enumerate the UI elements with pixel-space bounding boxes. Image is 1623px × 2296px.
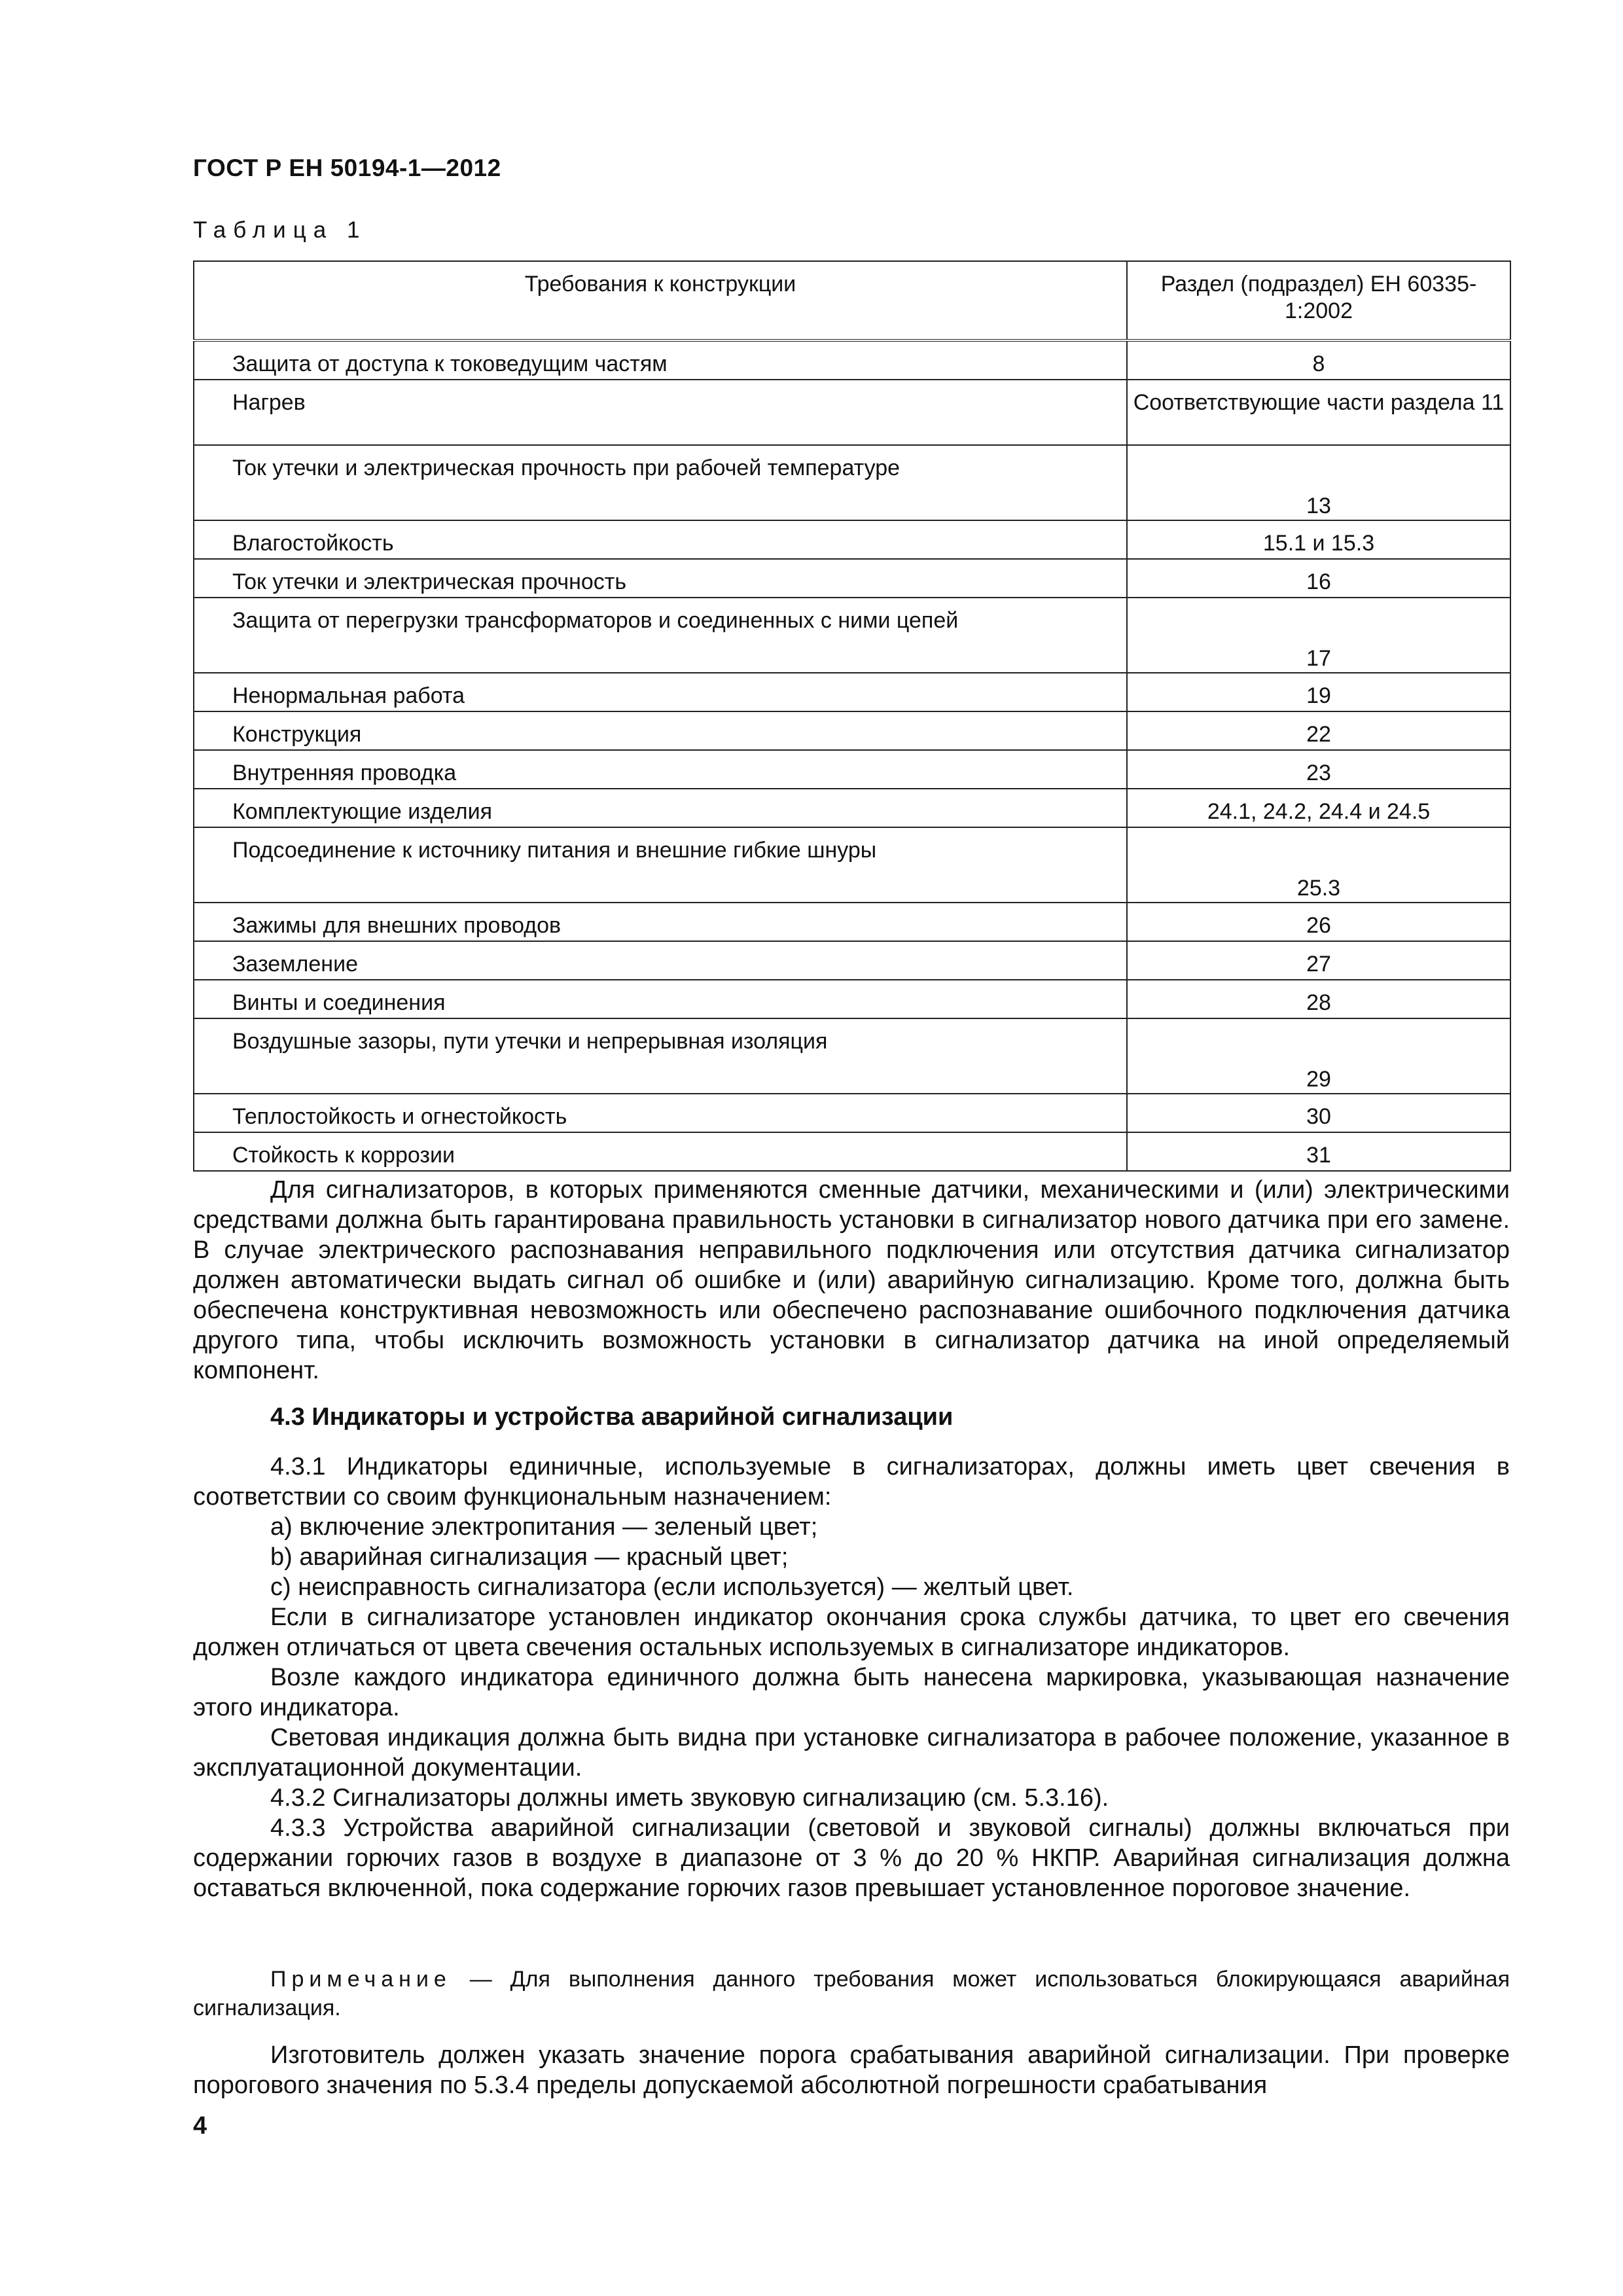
note-label: Примечание (270, 1967, 452, 1992)
requirement-cell: Конструкция (194, 711, 1127, 750)
body-paragraph: Возле каждого индикатора единичного должна быть нанесена маркировка, указывающая назначение этого индикатора. (193, 1664, 1510, 1721)
requirement-cell: Воздушные зазоры, пути утечки и непрерывная изоляция (194, 1018, 1127, 1094)
section-ref-cell: 8 (1127, 340, 1510, 380)
section-ref-cell: Соответствующие части раздела 11 (1127, 380, 1510, 445)
table-row (194, 673, 1510, 711)
section-ref-cell: 26 (1127, 903, 1510, 941)
table-row (194, 903, 1510, 941)
table-row (194, 445, 1510, 520)
table-row (194, 1094, 1510, 1132)
document-header: ГОСТ Р ЕН 50194-1—2012 (193, 154, 501, 181)
body-paragraph: Изготовитель должен указать значение порога срабатывания аварийной сигнализации. При проверке порогового значения по 5.3.4 пределы допускаемой абсолютной погрешности срабатывания (193, 2041, 1510, 2099)
list-item: a) включение электропитания — зеленый цвет; (270, 1513, 818, 1541)
table-row (194, 340, 1510, 380)
body-paragraph: Световая индикация должна быть видна при установке сигнализатора в рабочее положение, указанное в эксплуатационной документации. (193, 1724, 1510, 1782)
body-paragraph: Если в сигнализаторе установлен индикатор окончания срока службы датчика, то цвет его свечения должен отличаться от цвета свечения остальных используемых в сигнализаторе индикаторов. (193, 1604, 1510, 1661)
section-ref-cell: 29 (1127, 1018, 1510, 1094)
requirement-cell: Теплостойкость и огнестойкость (194, 1094, 1127, 1132)
body-paragraph: 4.3.2 Сигнализаторы должны иметь звуковую сигнализацию (см. 5.3.16). (270, 1784, 1109, 1812)
sensor-replacement-paragraph-block (193, 1175, 1510, 1386)
section-4-3-body (193, 1452, 1510, 1903)
table-row (194, 789, 1510, 827)
section-ref-cell: 25.3 (1127, 827, 1510, 903)
table-row (194, 711, 1510, 750)
section-title: 4.3 Индикаторы и устройства аварийной сигнализации (270, 1403, 954, 1431)
final-paragraph-block (193, 2040, 1510, 2100)
column-header-requirements: Требования к конструкции (194, 261, 1127, 340)
section-ref-cell: 31 (1127, 1132, 1510, 1171)
body-paragraph: 4.3.1 Индикаторы единичные, используемые в сигнализаторах, должны иметь цвет свечения в соответствии со своим функциональным назначением: (193, 1453, 1510, 1511)
requirement-cell: Заземление (194, 941, 1127, 980)
table-row (194, 598, 1510, 673)
requirement-cell: Винты и соединения (194, 980, 1127, 1018)
requirement-cell: Ненормальная работа (194, 673, 1127, 711)
table-header-row (194, 261, 1510, 340)
table-row (194, 520, 1510, 559)
page-number: 4 (193, 2112, 207, 2140)
requirement-cell: Стойкость к коррозии (194, 1132, 1127, 1171)
section-ref-cell: 16 (1127, 559, 1510, 598)
column-header-section: Раздел (подраздел) ЕН 60335-1:2002 (1127, 261, 1510, 340)
section-ref-cell: 28 (1127, 980, 1510, 1018)
requirement-cell: Подсоединение к источнику питания и внешние гибкие шнуры (194, 827, 1127, 903)
table-caption: Таблица 1 (193, 217, 367, 243)
section-ref-cell: 30 (1127, 1094, 1510, 1132)
requirement-cell: Защита от перегрузки трансформаторов и соединенных с ними цепей (194, 598, 1127, 673)
requirement-cell: Внутренняя проводка (194, 750, 1127, 789)
table-row (194, 380, 1510, 445)
table-row (194, 559, 1510, 598)
body-paragraph: Для сигнализаторов, в которых применяются сменные датчики, механическими и (или) электрическими средствами должна быть гарантирована правильность установки в сигнализатор нового датчика при его замене. В случае электрического распознавания неправильного подключения или отсутствия датчика сигнализатор должен автоматически выдать сигнал об ошибке и (или) аварийную сигнализацию. Кроме того, должна быть обеспечена конструктивная невозможность или обеспечено распознавание ошибочного подключения датчика другого типа, чтобы исключить возможность установки в сигнализатор датчика на иной определяемый компонент. (193, 1176, 1510, 1384)
requirement-cell: Зажимы для внешних проводов (194, 903, 1127, 941)
table-row (194, 750, 1510, 789)
body-paragraph: 4.3.3 Устройства аварийной сигнализации (световой и звуковой сигналы) должны включаться при содержании горючих газов в воздухе в диапазоне от 3 % до 20 % НКПР. Аварийная сигнализация должна оставаться включенной, пока содержание горючих газов превышает установленное пороговое значение. (193, 1814, 1510, 1902)
list-item: b) аварийная сигнализация — красный цвет; (270, 1543, 789, 1571)
requirement-cell: Ток утечки и электрическая прочность при рабочей температуре (194, 445, 1127, 520)
requirement-cell: Влагостойкость (194, 520, 1127, 559)
section-ref-cell: 27 (1127, 941, 1510, 980)
section-ref-cell: 22 (1127, 711, 1510, 750)
table-row (194, 1132, 1510, 1171)
section-ref-cell: 24.1, 24.2, 24.4 и 24.5 (1127, 789, 1510, 827)
table-row (194, 827, 1510, 903)
section-ref-cell: 17 (1127, 598, 1510, 673)
requirement-cell: Защита от доступа к токоведущим частям (194, 340, 1127, 380)
table-row (194, 980, 1510, 1018)
table-row (194, 941, 1510, 980)
requirement-cell: Ток утечки и электрическая прочность (194, 559, 1127, 598)
section-ref-cell: 15.1 и 15.3 (1127, 520, 1510, 559)
requirement-cell: Комплектующие изделия (194, 789, 1127, 827)
note-text: — Для выполнения данного требования может использоваться блокирующаяся аварийная сигнализация. (193, 1967, 1510, 2020)
section-ref-cell: 23 (1127, 750, 1510, 789)
note (193, 1965, 1510, 2022)
section-ref-cell: 19 (1127, 673, 1510, 711)
list-item: c) неисправность сигнализатора (если используется) — желтый цвет. (270, 1573, 1074, 1601)
section-ref-cell: 13 (1127, 445, 1510, 520)
requirements-table (193, 260, 1511, 1172)
table-row (194, 1018, 1510, 1094)
requirement-cell: Нагрев (194, 380, 1127, 445)
